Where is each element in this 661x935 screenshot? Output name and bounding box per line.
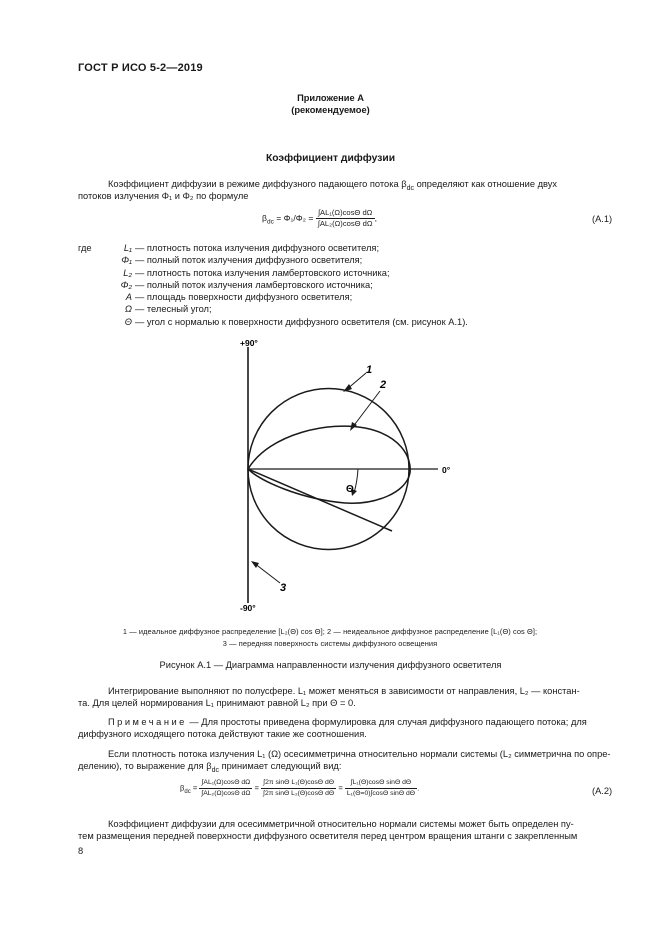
radiation-pattern-figure <box>200 333 480 615</box>
definition-text: — плотность потока излучения ламбертовского источника; <box>135 267 390 278</box>
definition-item <box>78 291 638 303</box>
eq2-f3-den: L₁(Θ=0)∫cosΘ sinΘ dΘ <box>346 790 416 797</box>
eq2-f3-num: ∫L₁(Θ)cosΘ sinΘ dΘ <box>345 778 417 789</box>
eq1-tail: , <box>374 212 377 223</box>
intro-line2: потоков излучения Φ₁ и Φ₂ по формуле <box>78 191 249 201</box>
intro-text-b: определяют как отношение двух <box>414 179 558 189</box>
eq1-lhs: β <box>262 212 267 223</box>
equation-a2: $\beta_{dc}$ = $\frac{\text{∫AL₁(Ω)cosΘ dΩ}}{\text{∫AL₂(Ω)cosΘ dΩ}}$ = $\frac{\text{∫2π sinΘ L₁(Θ)cosΘ dΘ}}{\text{∫2π sinΘ L₂(Θ)cosΘ dΘ}}$ = $\frac{\text{∫L₁(Θ)cosΘ sinΘ dΘ}}{\text{L₁(Θ=0)∫cosΘ sinΘ dΘ}}$ . <box>180 779 420 797</box>
note-label: Примечание <box>108 717 187 727</box>
callout-3-arrow <box>251 561 259 568</box>
annex-title: Приложение А <box>297 93 364 103</box>
annex-subtitle: (рекомендуемое) <box>291 105 370 115</box>
standard-header: ГОСТ Р ИСО 5-2—2019 <box>78 62 203 74</box>
callout-2-leader <box>352 391 380 428</box>
eq1-numerator: ∫AL₁(Ω)cosΘ dΩ <box>316 208 375 219</box>
note-line2: диффузного исходящего потока действуют такие же соотношения. <box>78 729 367 739</box>
eq2-f2-num: ∫2π sinΘ L₁(Θ)cosΘ dΘ <box>261 778 336 789</box>
definition-text: — угол с нормалью к поверхности диффузного осветителя (см. рисунок А.1). <box>135 316 468 327</box>
page-number: 8 <box>78 846 84 856</box>
eq2-f1-num: ∫AL₁(Ω)cosΘ dΩ <box>199 778 252 789</box>
eq2-fraction-3 <box>345 778 417 799</box>
definition-symbol: L₂ <box>123 267 132 278</box>
definition-lead: где <box>78 243 92 253</box>
intro-text-a: Коэффициент диффузии в режиме диффузного падающего потока β <box>108 179 407 189</box>
eq2-number: (A.2) <box>592 786 613 796</box>
definition-symbol: Φ₂ <box>120 279 132 290</box>
callout-3-leader <box>254 563 280 583</box>
eq2-lhs-sub: dc <box>184 789 191 796</box>
callout-1: 1 <box>366 364 373 376</box>
definition-item <box>78 316 638 328</box>
figure-legend-line2: 3 — передняя поверхность системы диффузного освещения <box>222 639 438 648</box>
definition-symbol: Θ <box>124 316 132 327</box>
intro-beta-sub: dc <box>406 184 414 192</box>
definition-item <box>78 279 638 291</box>
eq2-fraction-2 <box>261 778 336 799</box>
definition-symbol: A <box>125 292 132 303</box>
symmetric-text-b: принимает следующий вид: <box>219 761 342 771</box>
definition-item <box>78 267 638 279</box>
symmetric-line1: Если плотность потока излучения L₁ (Ω) осесимметрична относительно нормали системы (L₂ симметрична по опре- <box>108 749 611 759</box>
closing-line1: Коэффициент диффузии для осесимметричной относительно нормали системы может быть определен пу- <box>108 819 574 829</box>
closing-line2: тем размещения передней поверхности диффузного осветителя перед центром вращения штанги с закрепленным <box>78 831 578 841</box>
symmetric-paragraph-2 <box>78 760 614 777</box>
figure-legend-line1: 1 — идеальное диффузное распределение [L₂(Θ) cos Θ]; 2 — неидеальное диффузное распределение [L₁(Θ) cos Θ]; <box>122 627 538 636</box>
symmetric-beta-sub: dc <box>211 766 220 774</box>
label-minus-90: -90° <box>240 603 256 613</box>
eq2-f2-den: ∫2π sinΘ L₂(Θ)cosΘ dΘ <box>263 790 335 797</box>
definition-text: — полный поток излучения диффузного осветителя; <box>135 255 363 266</box>
definition-item <box>78 303 638 315</box>
label-plus-90: +90° <box>240 338 258 348</box>
eq2-fraction-1 <box>199 778 252 799</box>
eq1-number: (A.1) <box>592 214 613 224</box>
definition-symbol: Ω <box>124 304 132 315</box>
theta-arc <box>354 469 358 493</box>
eq1-lhs-sub: dc <box>266 218 274 226</box>
theta-label: Θ <box>346 484 354 495</box>
curve-nonideal-lobe <box>248 426 410 503</box>
note-text: — Для простоты приведена формулировка для случая диффузного падающего потока; для <box>186 717 587 727</box>
eq1-denominator: ∫AL₂(Ω)cosΘ dΩ <box>317 219 373 228</box>
equation-a1 <box>262 208 377 229</box>
label-zero: 0° <box>442 465 451 475</box>
section-title: Коэффициент диффузии <box>265 153 396 164</box>
definition-item <box>78 254 638 266</box>
eq1-mid: = Φ₁/Φ₂ = <box>273 212 316 223</box>
figure-caption: Рисунок А.1 — Диаграмма направленности излучения диффузного осветителя <box>159 660 502 670</box>
integration-line2: та. Для целей нормирования L₁ принимают равной L₂ при Θ = 0. <box>78 698 356 708</box>
theta-ray <box>248 469 392 531</box>
callout-3: 3 <box>280 582 287 594</box>
definition-text: — плотность потока излучения диффузного осветителя; <box>135 243 380 253</box>
eq2-f1-den: ∫AL₂(Ω)cosΘ dΩ <box>201 790 251 797</box>
definition-text: — полный поток излучения ламбертовского источника; <box>135 279 373 290</box>
definition-item <box>78 242 638 254</box>
definitions-list <box>78 242 638 328</box>
definition-symbol: Φ₁ <box>121 255 132 266</box>
symmetric-text-a: делению), то выражение для β <box>78 761 212 771</box>
eq2-lhs: β <box>180 783 185 793</box>
integration-line1: Интегрирование выполняют по полусфере. L₁ может меняться в зависимости от направления, L₂ — констан- <box>108 686 580 696</box>
definition-symbol: L₁ <box>123 243 132 253</box>
callout-2: 2 <box>380 379 387 391</box>
eq1-fraction <box>316 208 375 229</box>
definition-text: — площадь поверхности диффузного осветителя; <box>135 292 353 303</box>
definition-text: — телесный угол; <box>135 304 212 315</box>
note-paragraph <box>78 716 614 728</box>
